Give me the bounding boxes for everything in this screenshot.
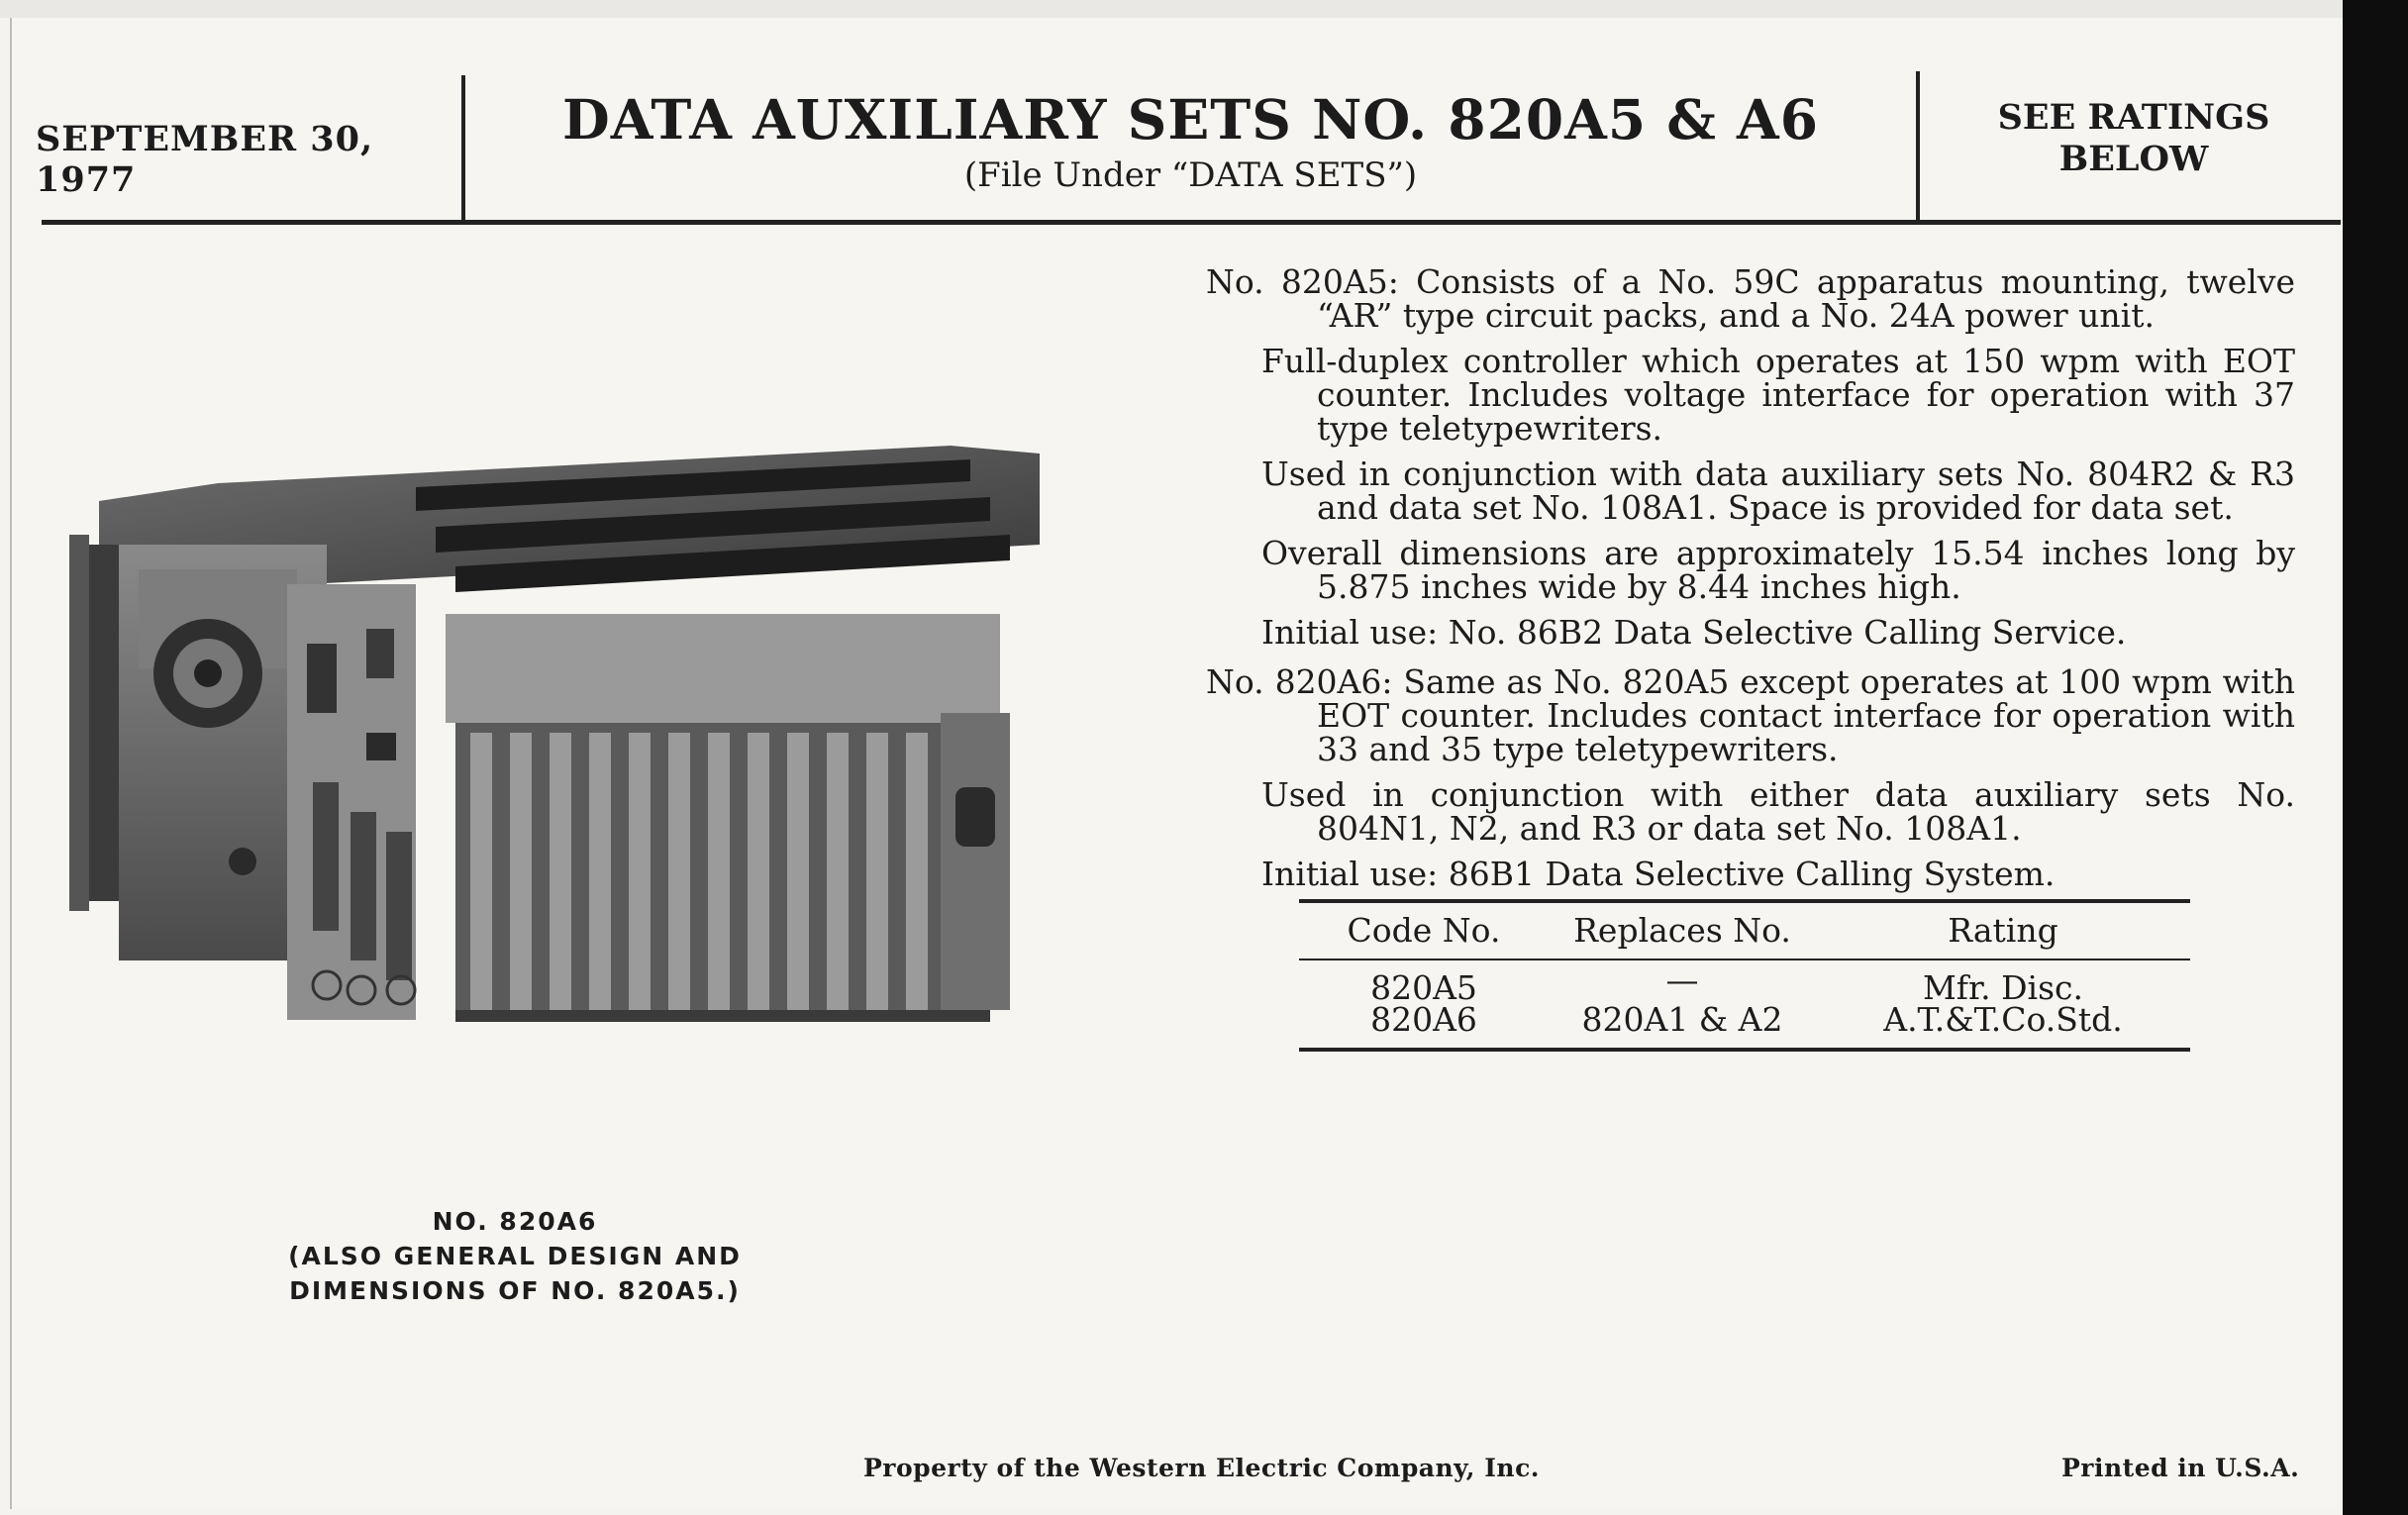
- page-subtitle: (File Under “DATA SETS”): [963, 155, 1418, 195]
- footer-printed: Printed in U.S.A.: [2061, 1454, 2300, 1482]
- scan-border: [2343, 0, 2408, 1515]
- header-title-block: [465, 87, 1916, 195]
- table-top-rule: [1299, 899, 2190, 903]
- a6-paragraph-2: Initial use: 86B1 Data Selective Calling System.: [1261, 855, 2056, 893]
- ratings-line-1: SEE RATINGS: [1997, 97, 2270, 138]
- a5-paragraph-1: Full-duplex controller which operates at 150 wpm with EOT counter. Includes voltage interface for operation with 37 type teletypewriters.: [1261, 342, 2295, 448]
- caption-line-3: DIMENSIONS OF NO. 820A5.): [289, 1276, 741, 1305]
- description: [1206, 262, 2295, 893]
- page-title: DATA AUXILIARY SETS NO. 820A5 & A6: [562, 87, 1819, 152]
- row-1-code: 820A5: [1370, 968, 1477, 1007]
- a5-paragraph-4: Initial use: No. 86B2 Data Selective Calling Service.: [1261, 613, 2127, 652]
- header-code-no: Code No.: [1347, 911, 1501, 950]
- header-rule: [42, 220, 2341, 225]
- a6-paragraph-1: Used in conjunction with either data auxiliary sets No. 804N1, N2, and R3 or data set No. 108A1.: [1261, 775, 2295, 848]
- a5-paragraph-3: Overall dimensions are approximately 15.54 inches long by 5.875 inches wide by 8.44 inches high.: [1261, 534, 2295, 606]
- row-2-rating: A.T.&T.Co.Std.: [1883, 1000, 2123, 1039]
- row-1-replaces: —: [1665, 960, 1699, 999]
- top-edge: [0, 0, 2408, 18]
- table-bottom-rule: [1299, 1048, 2190, 1052]
- header-divider-right: [1916, 71, 1920, 222]
- ratings-line-2: BELOW: [2058, 139, 2209, 179]
- issue-date: SEPTEMBER 30, 1977: [36, 119, 374, 200]
- row-2-replaces: 820A1 & A2: [1581, 1000, 1783, 1039]
- caption-line-2: (ALSO GENERAL DESIGN AND: [288, 1242, 742, 1270]
- row-2-code: 820A6: [1370, 1000, 1477, 1039]
- a5-paragraph-2: Used in conjunction with data auxiliary sets No. 804R2 & R3 and data set No. 108A1. Space is provided for data set.: [1261, 454, 2295, 527]
- photo-caption: [267, 1204, 762, 1308]
- ratings-note: [1926, 97, 2342, 180]
- header-rating: Rating: [1948, 911, 2058, 950]
- footer-property: Property of the Western Electric Company, Inc.: [863, 1454, 1541, 1482]
- equipment-photo: [59, 436, 1040, 1030]
- caption-line-1: NO. 820A6: [432, 1207, 598, 1236]
- a5-intro: No. 820A5: Consists of a No. 59C apparatus mounting, twelve “AR” type circuit packs, and a No. 24A power unit.: [1206, 262, 2295, 335]
- header-replaces-no: Replaces No.: [1573, 911, 1791, 950]
- a6-intro: No. 820A6: Same as No. 820A5 except operates at 100 wpm with EOT counter. Includes contact interface for operation with 33 and 35 type teletypewriters.: [1206, 662, 2295, 768]
- row-1-rating: Mfr. Disc.: [1922, 968, 2084, 1007]
